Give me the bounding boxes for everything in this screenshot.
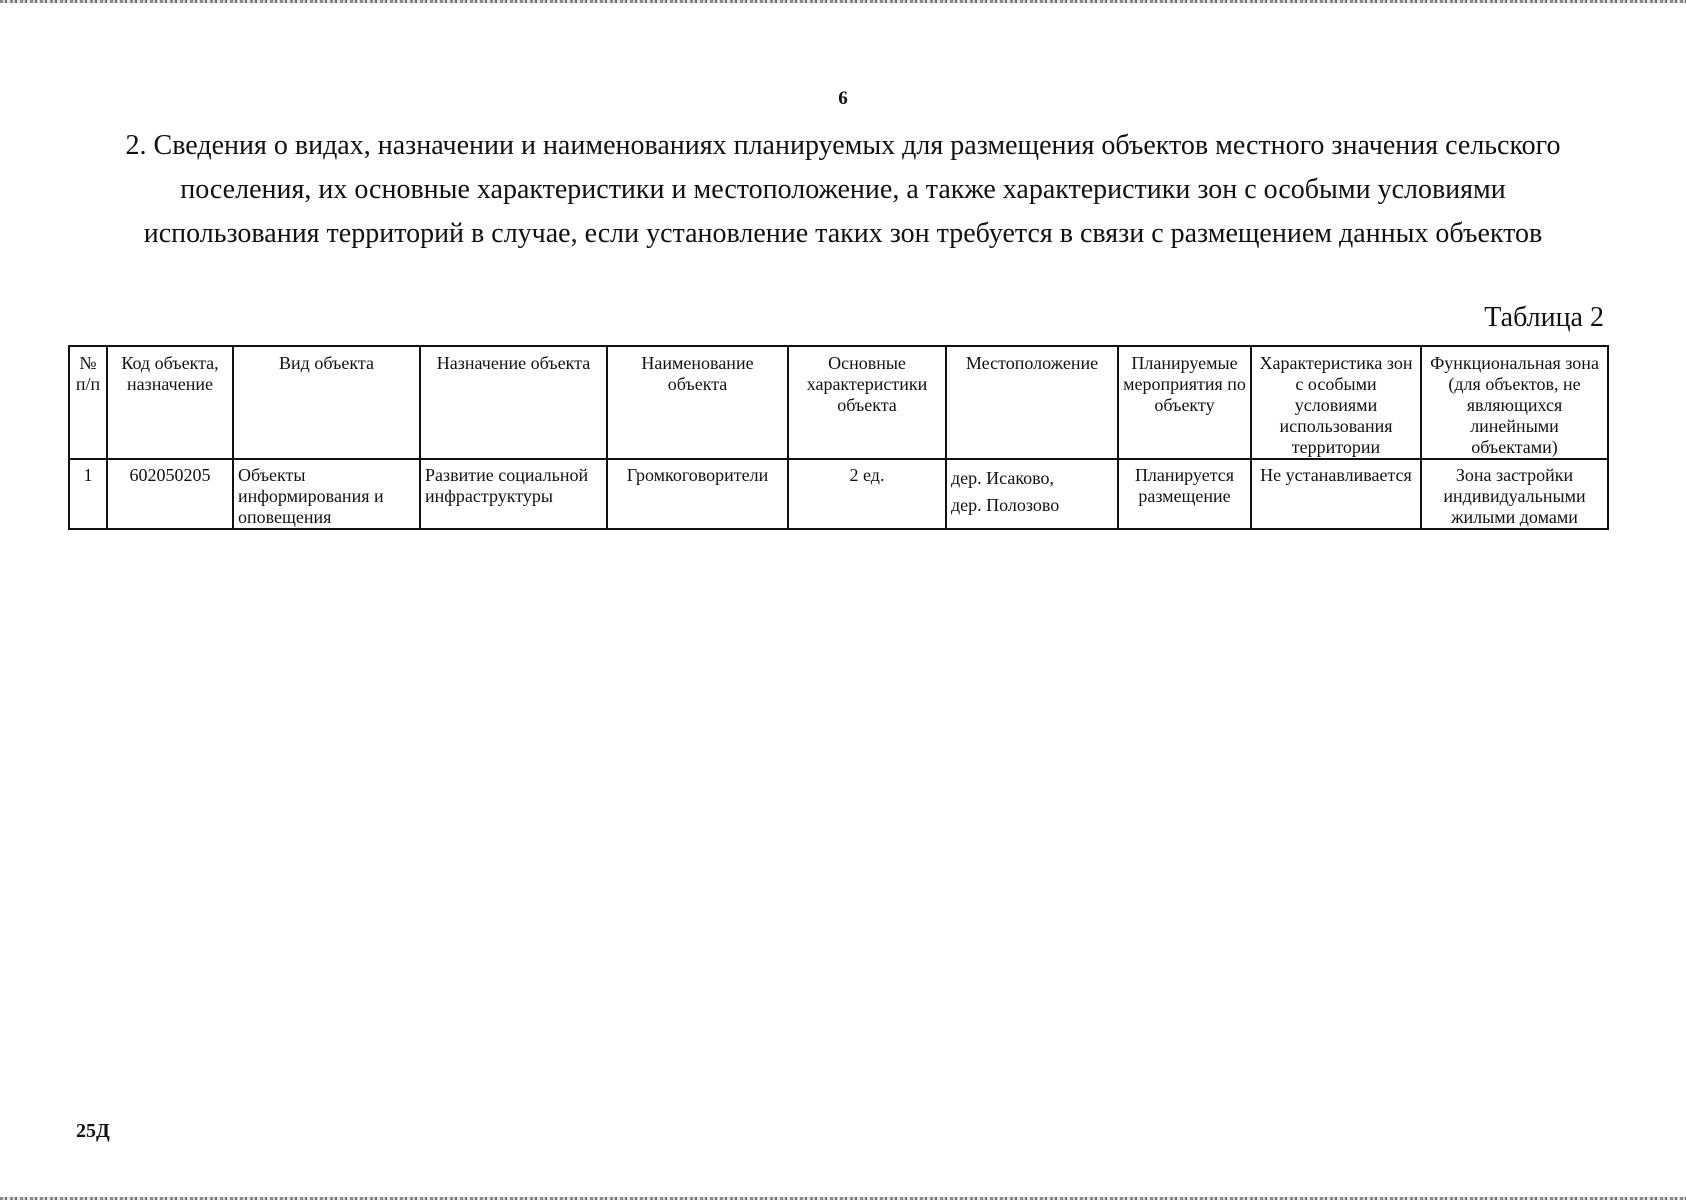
header-purpose: Назначение объекта	[420, 346, 607, 459]
header-kind: Вид объекта	[233, 346, 420, 459]
cell-code: 602050205	[107, 459, 233, 529]
table-row	[69, 459, 1608, 529]
location-line: дер. Исаково,	[951, 468, 1055, 488]
cell-functional-zone: Зона застройки индивидуальными жилыми домами	[1421, 459, 1608, 529]
table-header-row	[69, 346, 1608, 459]
cell-measures: Планируется размещение	[1118, 459, 1251, 529]
header-location: Местоположение	[946, 346, 1118, 459]
cell-kind: Объекты информирования и оповещения	[233, 459, 420, 529]
header-num: № п/п	[69, 346, 107, 459]
cell-location	[946, 459, 1118, 529]
header-measures: Планируемые мероприятия по объекту	[1118, 346, 1251, 459]
header-zone-characteristic: Характеристика зон с особыми условиями использования территории	[1251, 346, 1421, 459]
cell-zone-characteristic: Не устанавливается	[1251, 459, 1421, 529]
header-name: Наименование объекта	[607, 346, 788, 459]
cell-num: 1	[69, 459, 107, 529]
header-code: Код объекта, назначение	[107, 346, 233, 459]
cell-purpose: Развитие социальной инфраструктуры	[420, 459, 607, 529]
table-caption: Таблица 2	[1484, 302, 1604, 333]
section-heading: 2. Сведения о видах, назначении и наименованиях планируемых для размещения объектов местного значения сельского поселения, их основные характеристики и местоположение, а также характеристики зон с особыми условиями использования территорий в случае, если установление таких зон требуется в связи с размещением данных объектов	[125, 130, 1561, 249]
footer-code: 25Д	[76, 1120, 110, 1142]
header-characteristics: Основные характеристики объекта	[788, 346, 946, 459]
scan-edge-top	[0, 0, 1686, 3]
location-line: дер. Полозово	[951, 495, 1060, 515]
cell-characteristics: 2 ед.	[788, 459, 946, 529]
cell-name: Громкоговорители	[607, 459, 788, 529]
header-functional-zone: Функциональная зона (для объектов, не являющихся линейными объектами)	[1421, 346, 1608, 459]
objects-table	[68, 345, 1609, 530]
page-number: 6	[838, 88, 848, 109]
